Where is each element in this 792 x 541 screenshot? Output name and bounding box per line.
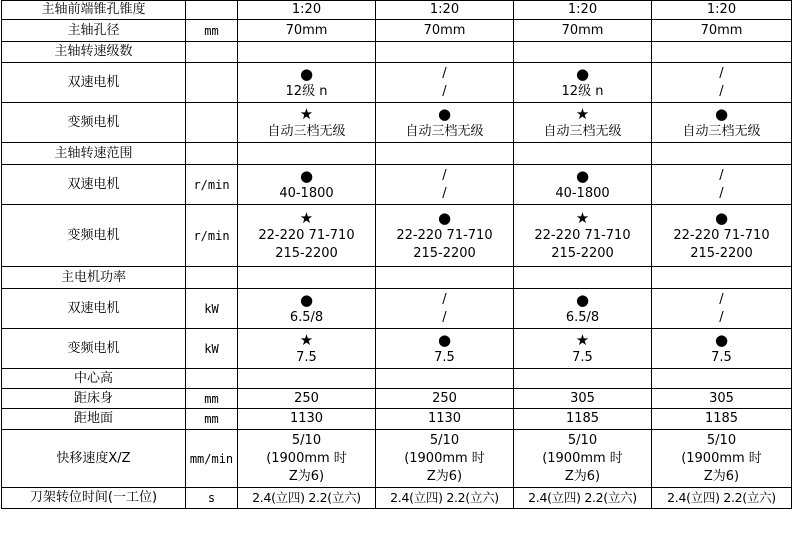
value-cell — [652, 329, 792, 369]
value-line: 40-1800 — [279, 185, 334, 201]
unit-cell: r/min — [186, 205, 238, 267]
row-label: 双速电机 — [2, 63, 186, 103]
value-cell — [376, 289, 514, 329]
section-header: 中心高 — [2, 369, 186, 389]
table-row — [2, 165, 792, 205]
value-cell: 2.4(立四) 2.2(立六) — [376, 488, 514, 509]
value-cell: 250 — [238, 389, 376, 409]
value-line: 自动三档无级 — [682, 123, 761, 139]
value-cell: 250 — [376, 389, 514, 409]
section-row — [2, 369, 792, 389]
row-label: 双速电机 — [2, 165, 186, 205]
value-line: 5/10 — [429, 432, 460, 448]
table-row — [2, 329, 792, 369]
value-line: 自动三档无级 — [405, 123, 484, 139]
not-available-mark: / — [442, 65, 447, 81]
empty-cell — [652, 42, 792, 63]
value-line: 5/10 — [291, 432, 322, 448]
value-line: Z为6) — [426, 468, 463, 484]
not-available-mark: / — [442, 185, 447, 201]
empty-cell — [514, 267, 652, 289]
value-cell — [514, 165, 652, 205]
value-cell: 70mm — [652, 20, 792, 42]
empty-cell — [376, 369, 514, 389]
filled-circle-icon: ● — [714, 330, 729, 349]
row-label: 距地面 — [2, 409, 186, 430]
value-cell — [238, 289, 376, 329]
table-row — [2, 205, 792, 267]
empty-cell — [514, 369, 652, 389]
empty-cell — [238, 369, 376, 389]
value-cell — [238, 205, 376, 267]
row-label: 双速电机 — [2, 289, 186, 329]
unit-cell: mm — [186, 389, 238, 409]
empty-cell — [652, 369, 792, 389]
not-available-mark: / — [719, 83, 724, 99]
empty-cell — [376, 267, 514, 289]
table-row — [2, 1, 792, 20]
value-line: (1900mm 时 — [681, 450, 762, 466]
value-cell: 1185 — [652, 409, 792, 430]
filled-circle-icon: ● — [299, 64, 314, 83]
star-icon: ★ — [575, 104, 590, 123]
filled-circle-icon: ● — [299, 290, 314, 309]
value-cell — [238, 63, 376, 103]
not-available-mark: / — [719, 65, 724, 81]
empty-cell — [186, 369, 238, 389]
not-available-mark: / — [719, 185, 724, 201]
value-line: 22-220 71-710 — [534, 227, 631, 243]
filled-circle-icon: ● — [437, 208, 452, 227]
table-row — [2, 409, 792, 430]
empty-cell — [652, 267, 792, 289]
row-label: 主轴前端锥孔锥度 — [2, 1, 186, 20]
value-cell: 1:20 — [514, 1, 652, 20]
unit-cell: mm — [186, 409, 238, 430]
value-cell — [376, 63, 514, 103]
table-row — [2, 488, 792, 509]
not-available-mark: / — [719, 291, 724, 307]
value-line: 215-2200 — [551, 245, 614, 261]
empty-cell — [238, 267, 376, 289]
value-line: Z为6) — [703, 468, 740, 484]
value-cell: 1:20 — [376, 1, 514, 20]
value-cell: 1:20 — [238, 1, 376, 20]
value-line: (1900mm 时 — [542, 450, 623, 466]
filled-circle-icon: ● — [714, 208, 729, 227]
section-row — [2, 267, 792, 289]
value-line: 12级 n — [285, 83, 328, 99]
spec-table-body — [2, 1, 792, 509]
value-cell: 2.4(立四) 2.2(立六) — [238, 488, 376, 509]
value-cell: 1185 — [514, 409, 652, 430]
value-line: (1900mm 时 — [266, 450, 347, 466]
value-line: 6.5/8 — [289, 309, 324, 325]
value-line: 5/10 — [706, 432, 737, 448]
star-icon: ★ — [575, 208, 590, 227]
table-row — [2, 389, 792, 409]
value-cell: 1:20 — [652, 1, 792, 20]
unit-cell — [186, 63, 238, 103]
value-line: (1900mm 时 — [404, 450, 485, 466]
table-row — [2, 430, 792, 488]
value-cell — [376, 329, 514, 369]
value-line: 22-220 71-710 — [396, 227, 493, 243]
value-cell: 305 — [652, 389, 792, 409]
unit-cell — [186, 1, 238, 20]
empty-cell — [186, 42, 238, 63]
section-header: 主电机功率 — [2, 267, 186, 289]
value-line: 自动三档无级 — [267, 123, 346, 139]
value-cell: 2.4(立四) 2.2(立六) — [652, 488, 792, 509]
filled-circle-icon: ● — [714, 104, 729, 123]
value-line: 12级 n — [561, 83, 604, 99]
not-available-mark: / — [442, 167, 447, 183]
value-cell — [514, 329, 652, 369]
unit-cell: kW — [186, 329, 238, 369]
value-cell: 305 — [514, 389, 652, 409]
value-cell — [652, 430, 792, 488]
empty-cell — [514, 143, 652, 165]
unit-cell: r/min — [186, 165, 238, 205]
unit-cell: s — [186, 488, 238, 509]
empty-cell — [376, 143, 514, 165]
empty-cell — [652, 143, 792, 165]
value-cell — [514, 103, 652, 143]
empty-cell — [376, 42, 514, 63]
not-available-mark: / — [442, 291, 447, 307]
star-icon: ★ — [575, 330, 590, 349]
value-cell — [376, 103, 514, 143]
section-row — [2, 143, 792, 165]
value-cell: 70mm — [514, 20, 652, 42]
value-cell — [238, 430, 376, 488]
table-row — [2, 63, 792, 103]
empty-cell — [186, 267, 238, 289]
value-cell — [514, 430, 652, 488]
value-line: Z为6) — [288, 468, 325, 484]
table-row — [2, 20, 792, 42]
value-cell: 70mm — [376, 20, 514, 42]
section-header: 主轴转速级数 — [2, 42, 186, 63]
value-line: 7.5 — [434, 349, 455, 365]
value-line: 215-2200 — [413, 245, 476, 261]
unit-cell: mm/min — [186, 430, 238, 488]
value-cell — [652, 103, 792, 143]
value-cell — [238, 165, 376, 205]
not-available-mark: / — [442, 309, 447, 325]
value-cell: 1130 — [376, 409, 514, 430]
value-line: 22-220 71-710 — [258, 227, 355, 243]
row-label: 变频电机 — [2, 205, 186, 267]
value-line: 40-1800 — [555, 185, 610, 201]
unit-cell: mm — [186, 20, 238, 42]
filled-circle-icon: ● — [575, 64, 590, 83]
spec-table — [1, 0, 792, 509]
value-cell — [652, 165, 792, 205]
value-cell — [238, 103, 376, 143]
row-label: 快移速度X/Z — [2, 430, 186, 488]
empty-cell — [186, 143, 238, 165]
row-label: 变频电机 — [2, 329, 186, 369]
value-line: 7.5 — [572, 349, 593, 365]
not-available-mark: / — [442, 83, 447, 99]
filled-circle-icon: ● — [299, 166, 314, 185]
filled-circle-icon: ● — [575, 166, 590, 185]
value-cell: 1130 — [238, 409, 376, 430]
value-line: 22-220 71-710 — [673, 227, 770, 243]
value-line: 7.5 — [296, 349, 317, 365]
star-icon: ★ — [299, 330, 314, 349]
not-available-mark: / — [719, 309, 724, 325]
empty-cell — [238, 42, 376, 63]
filled-circle-icon: ● — [437, 104, 452, 123]
unit-cell: kW — [186, 289, 238, 329]
filled-circle-icon: ● — [437, 330, 452, 349]
empty-cell — [238, 143, 376, 165]
value-line: 自动三档无级 — [543, 123, 622, 139]
star-icon: ★ — [299, 104, 314, 123]
value-cell — [652, 205, 792, 267]
value-line: 6.5/8 — [565, 309, 600, 325]
table-row — [2, 103, 792, 143]
value-cell — [514, 289, 652, 329]
empty-cell — [514, 42, 652, 63]
unit-cell — [186, 103, 238, 143]
row-label: 主轴孔径 — [2, 20, 186, 42]
row-label: 变频电机 — [2, 103, 186, 143]
value-cell: 2.4(立四) 2.2(立六) — [514, 488, 652, 509]
value-cell — [376, 430, 514, 488]
value-line: 5/10 — [567, 432, 598, 448]
value-cell — [376, 165, 514, 205]
not-available-mark: / — [719, 167, 724, 183]
value-cell — [514, 63, 652, 103]
star-icon: ★ — [299, 208, 314, 227]
value-cell: 70mm — [238, 20, 376, 42]
value-line: 215-2200 — [690, 245, 753, 261]
table-row — [2, 289, 792, 329]
value-cell — [652, 289, 792, 329]
value-cell — [376, 205, 514, 267]
value-line: 7.5 — [711, 349, 732, 365]
value-cell — [652, 63, 792, 103]
value-line: 215-2200 — [275, 245, 338, 261]
section-row — [2, 42, 792, 63]
section-header: 主轴转速范围 — [2, 143, 186, 165]
filled-circle-icon: ● — [575, 290, 590, 309]
row-label: 距床身 — [2, 389, 186, 409]
value-cell — [514, 205, 652, 267]
value-cell — [238, 329, 376, 369]
value-line: Z为6) — [564, 468, 601, 484]
row-label: 刀架转位时间(一工位) — [2, 488, 186, 509]
